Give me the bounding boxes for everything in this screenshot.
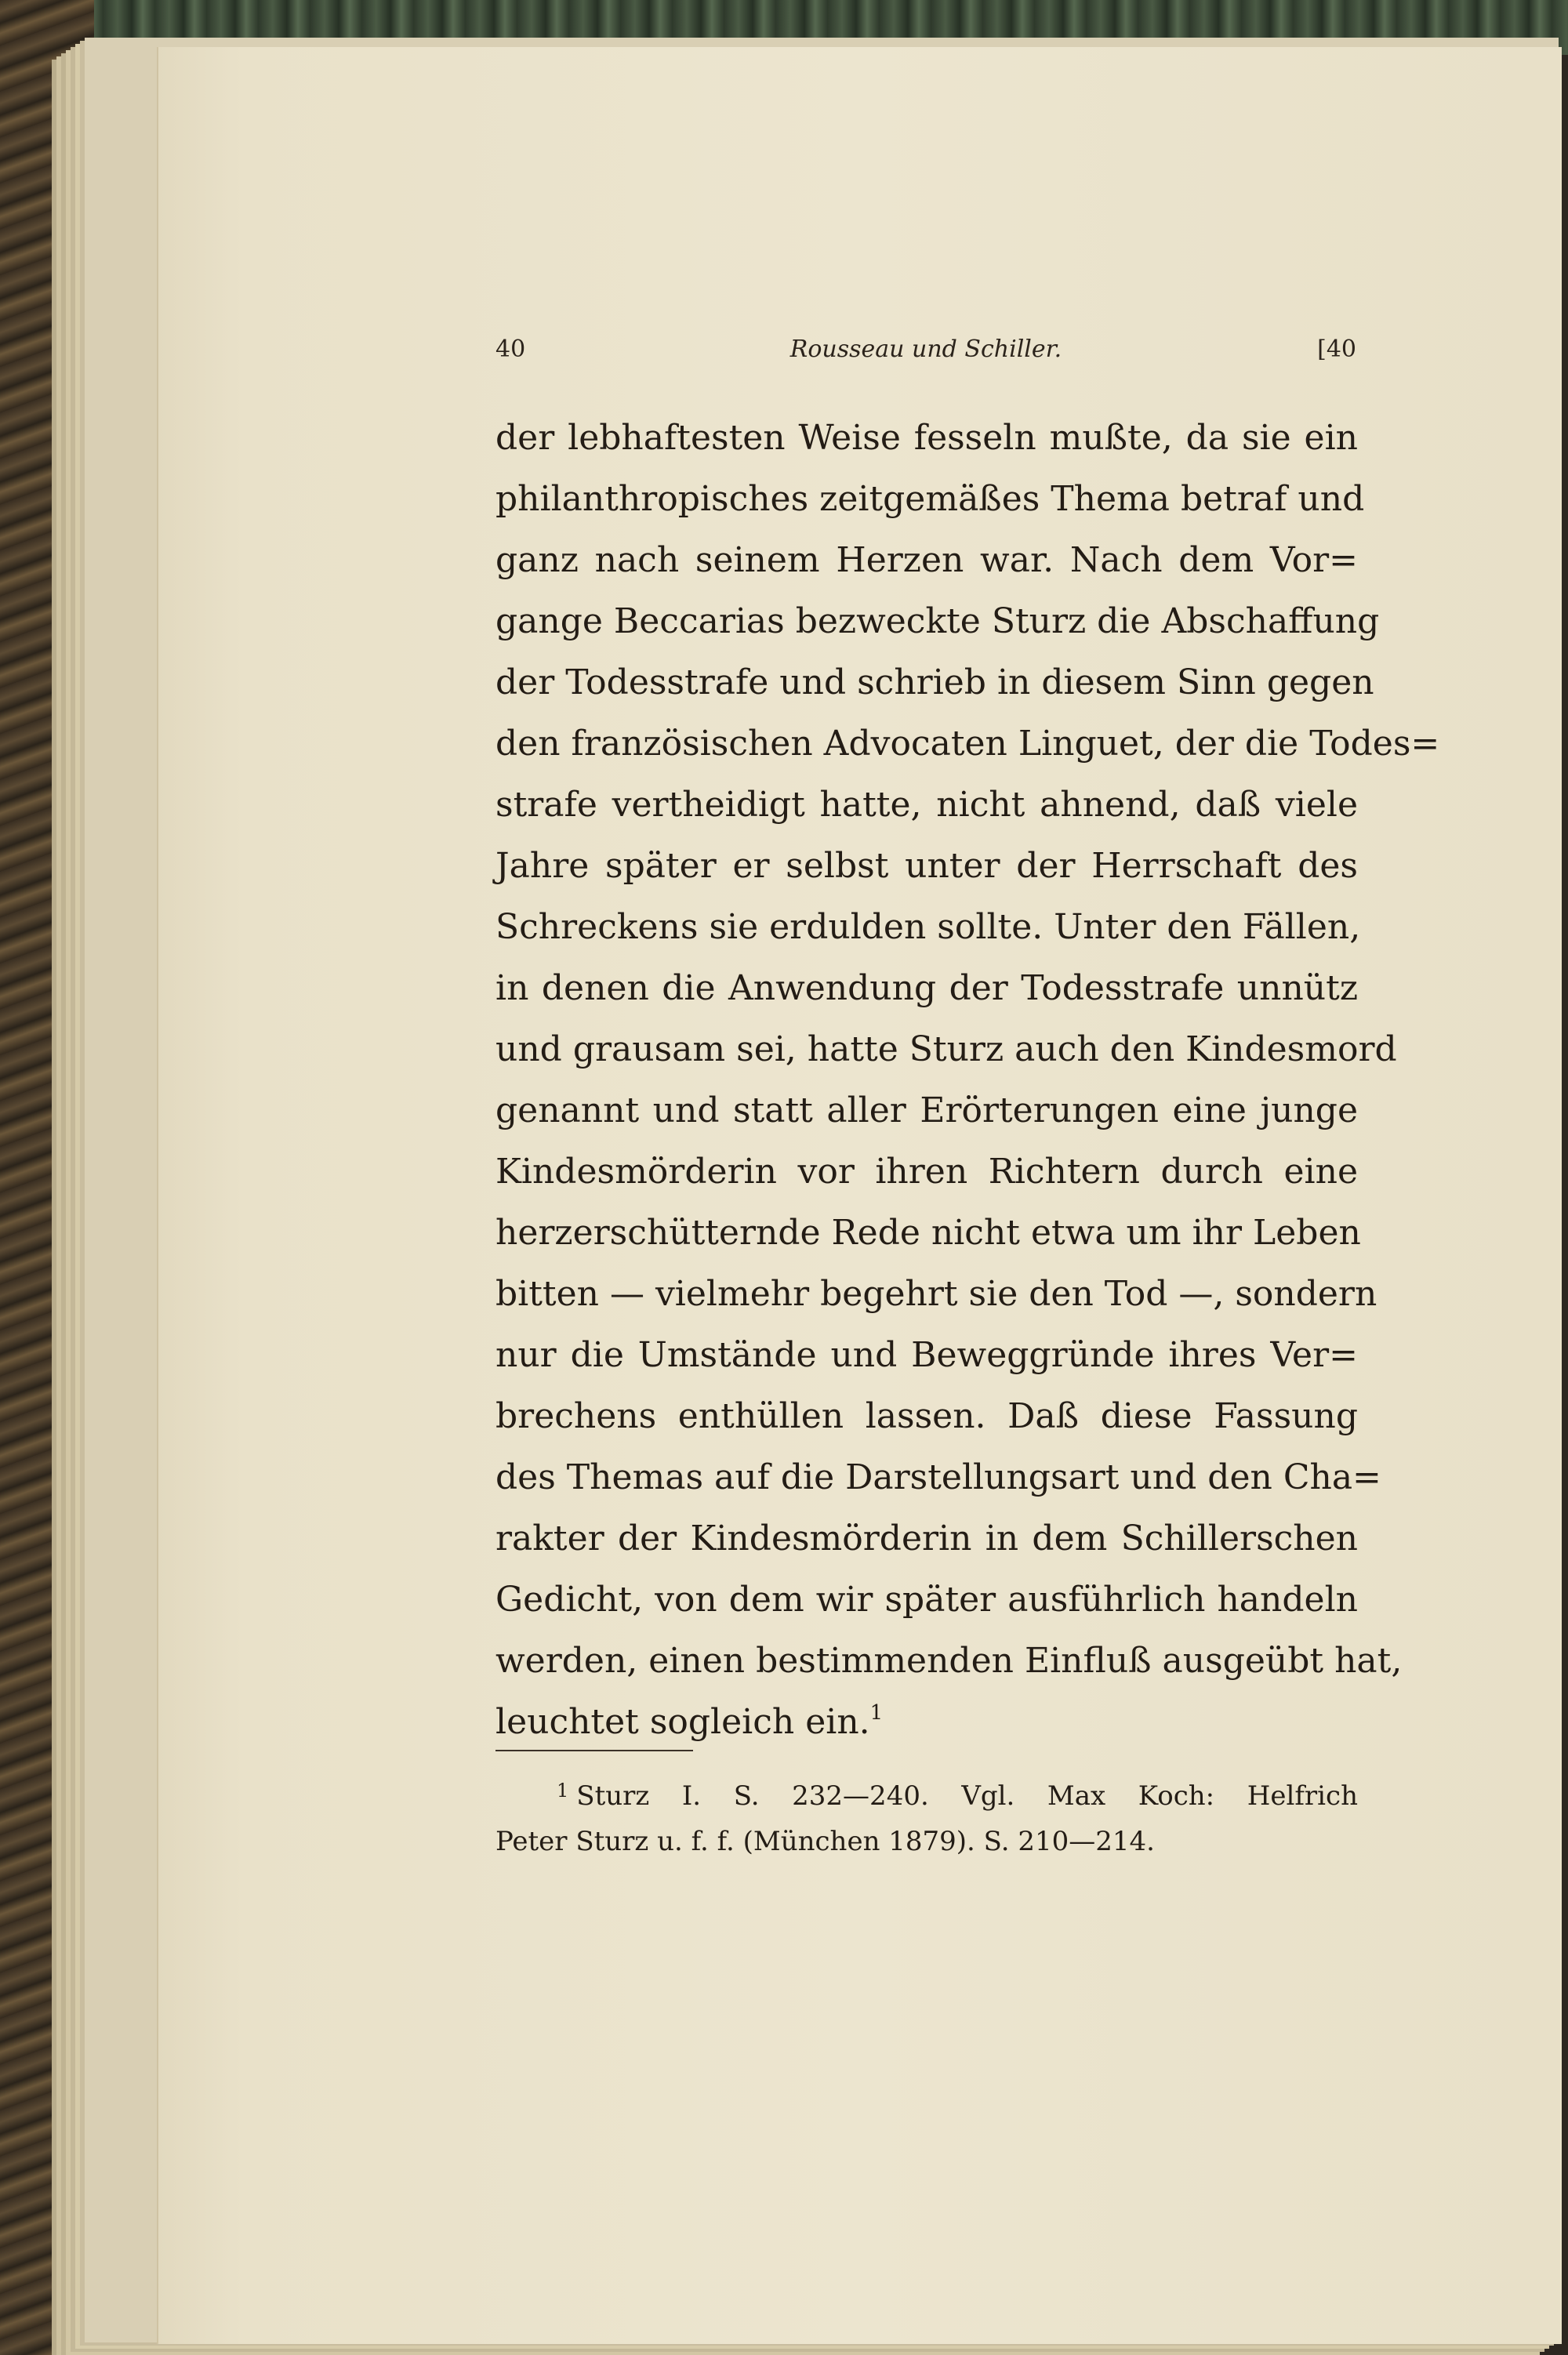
footnotes (495, 1773, 1358, 1864)
text-line: und grausam sei, hatte Sturz auch den Kindesmord (495, 1029, 1397, 1069)
body-text (495, 408, 1440, 1753)
text-line: gange Beccarias bezweckte Sturz die Abschaffung (495, 601, 1380, 641)
text-line: der Todesstrafe und schrieb in diesem Sinn gegen (495, 662, 1374, 702)
text-line: des Themas auf die Darstellungsart und den Cha= (495, 1457, 1381, 1497)
text-line: Kindesmörderin vor ihren Richtern durch eine (495, 1152, 1358, 1192)
text-line: brechens enthüllen lassen. Daß diese Fassung (495, 1396, 1358, 1436)
text-line: nur die Umstände und Beweggründe ihres Ver= (495, 1335, 1358, 1375)
text-line: strafe vertheidigt hatte, nicht ahnend, daß viele (495, 785, 1358, 825)
text-line: den französischen Advocaten Linguet, der die Todes= (495, 724, 1440, 764)
footnote-separator (495, 1750, 693, 1751)
text-line: bitten — vielmehr begehrt sie den Tod —, sondern (495, 1274, 1377, 1314)
footnote-line (495, 1773, 1358, 1819)
text-line: Gedicht, von dem wir später ausführlich handeln (495, 1580, 1358, 1620)
text-line: werden, einen bestimmenden Einfluß ausgeübt hat, (495, 1641, 1403, 1681)
running-title: Rousseau und Schiller. (789, 336, 1062, 363)
text-line: philanthropisches zeitgemäßes Thema betraf und (495, 479, 1365, 519)
text-line: Jahre später er selbst unter der Herrschaft des (495, 846, 1358, 886)
footnote-number: 1 (557, 1780, 569, 1802)
text-line: Schreckens sie erdulden sollte. Unter den Fällen, (495, 907, 1361, 947)
text-line-last (495, 1692, 1358, 1753)
footnote-reference: 1 (869, 1701, 884, 1725)
text-line: rakter der Kindesmörderin in dem Schillerschen (495, 1519, 1358, 1559)
book-cover-left (0, 0, 94, 2355)
footnote-line: Peter Sturz u. f. f. (München 1879). S. 210—214. (495, 1826, 1155, 1857)
text-line: ganz nach seinem Herzen war. Nach dem Vor= (495, 540, 1358, 580)
page-number-right: [40 (1317, 336, 1356, 363)
text-line: genannt und statt aller Erörterungen eine junge (495, 1090, 1358, 1130)
text-line: der lebhaftesten Weise fesseln mußte, da sie ein (495, 418, 1358, 458)
text-line-content: leuchtet sogleich ein. (495, 1702, 870, 1742)
page-number-left: 40 (495, 336, 526, 363)
text-line: herzerschütternde Rede nicht etwa um ihr Leben (495, 1213, 1361, 1253)
footnote-text: Sturz I. S. 232—240. Vgl. Max Koch: Helfrich (576, 1780, 1358, 1812)
text-line: in denen die Anwendung der Todesstrafe unnütz (495, 968, 1358, 1008)
page-header (495, 336, 1356, 367)
